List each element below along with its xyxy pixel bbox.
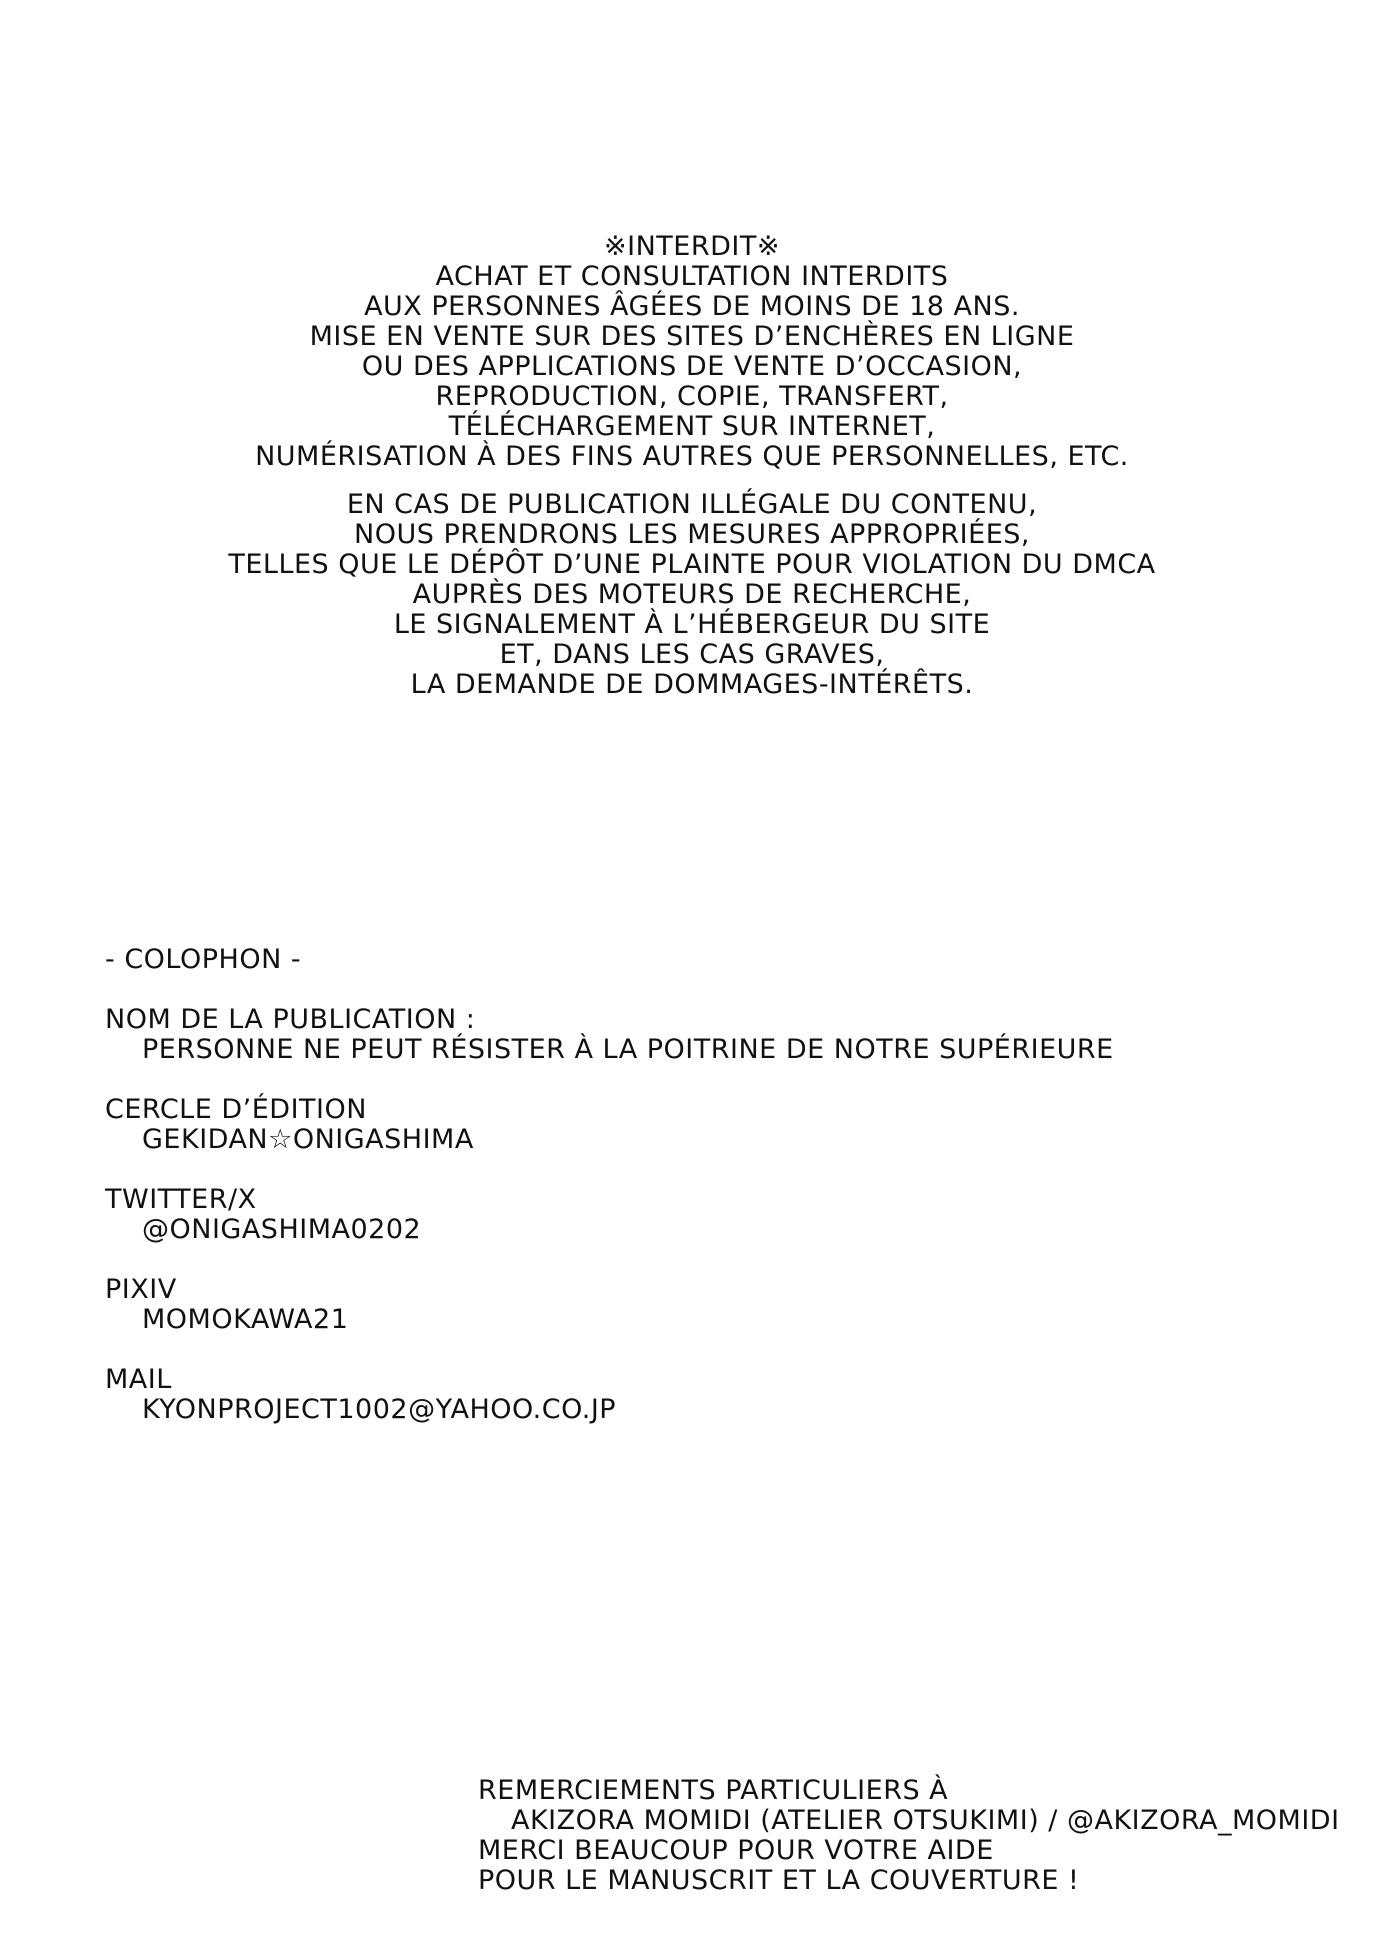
entry-value: PERSONNE NE PEUT RÉSISTER À LA POITRINE DE NOTRE SUPÉRIEURE [142, 1034, 1114, 1065]
colophon-entry-publication [105, 1005, 1305, 1065]
colophon-entry-mail [105, 1365, 1305, 1425]
notice-line: ET, DANS LES CAS GRAVES, [499, 639, 885, 670]
colophon [105, 945, 1305, 1425]
notice-line: REPRODUCTION, COPIE, TRANSFERT, [435, 381, 949, 412]
prohibition-notice [0, 232, 1384, 700]
entry-value: MOMOKAWA21 [142, 1304, 349, 1335]
notice-line: MISE EN VENTE SUR DES SITES D’ENCHÈRES EN LIGNE [309, 321, 1075, 352]
colophon-entry-circle [105, 1095, 1305, 1155]
notice-line: NOUS PRENDRONS LES MESURES APPROPRIÉES, [354, 519, 1030, 550]
notice-line: TELLES QUE LE DÉPÔT D’UNE PLAINTE POUR VIOLATION DU DMCA [228, 549, 1156, 580]
entry-label: CERCLE D’ÉDITION [105, 1094, 367, 1125]
notice-line: NUMÉRISATION À DES FINS AUTRES QUE PERSONNELLES, ETC. [255, 441, 1129, 472]
colophon-entry-pixiv [105, 1275, 1305, 1335]
notice-title: ※INTERDIT※ [604, 231, 780, 262]
entry-value: @ONIGASHIMA0202 [142, 1214, 422, 1245]
notice-paragraph-2 [0, 490, 1384, 700]
entry-label: PIXIV [105, 1274, 177, 1305]
notice-line: LA DEMANDE DE DOMMAGES-INTÉRÊTS. [410, 669, 974, 700]
entry-label: TWITTER/X [105, 1184, 257, 1215]
notice-paragraph-1 [0, 232, 1384, 472]
thanks-line: REMERCIEMENTS PARTICULIERS À [478, 1775, 949, 1806]
entry-value: KYONPROJECT1002@YAHOO.CO.JP [142, 1394, 617, 1425]
notice-line: EN CAS DE PUBLICATION ILLÉGALE DU CONTENU, [346, 489, 1038, 520]
entry-label: MAIL [105, 1364, 172, 1395]
colophon-heading: - COLOPHON - [105, 944, 302, 975]
notice-line: ACHAT ET CONSULTATION INTERDITS [435, 261, 949, 292]
notice-line: LE SIGNALEMENT À L’HÉBERGEUR DU SITE [393, 609, 991, 640]
notice-line: TÉLÉCHARGEMENT SUR INTERNET, [448, 411, 936, 442]
notice-line: AUX PERSONNES ÂGÉES DE MOINS DE 18 ANS. [364, 291, 1020, 322]
notice-line: AUPRÈS DES MOTEURS DE RECHERCHE, [412, 579, 972, 610]
entry-value: GEKIDAN☆ONIGASHIMA [142, 1124, 474, 1155]
thanks-line: MERCI BEAUCOUP POUR VOTRE AIDE [478, 1835, 994, 1866]
notice-line: OU DES APPLICATIONS DE VENTE D’OCCASION, [361, 351, 1023, 382]
special-thanks [478, 1776, 1358, 1896]
entry-label: NOM DE LA PUBLICATION : [105, 1004, 476, 1035]
colophon-entry-twitter [105, 1185, 1305, 1245]
thanks-line: AKIZORA MOMIDI (ATELIER OTSUKIMI) / @AKIZORA_MOMIDI [511, 1805, 1340, 1836]
thanks-line: POUR LE MANUSCRIT ET LA COUVERTURE ! [478, 1865, 1080, 1896]
